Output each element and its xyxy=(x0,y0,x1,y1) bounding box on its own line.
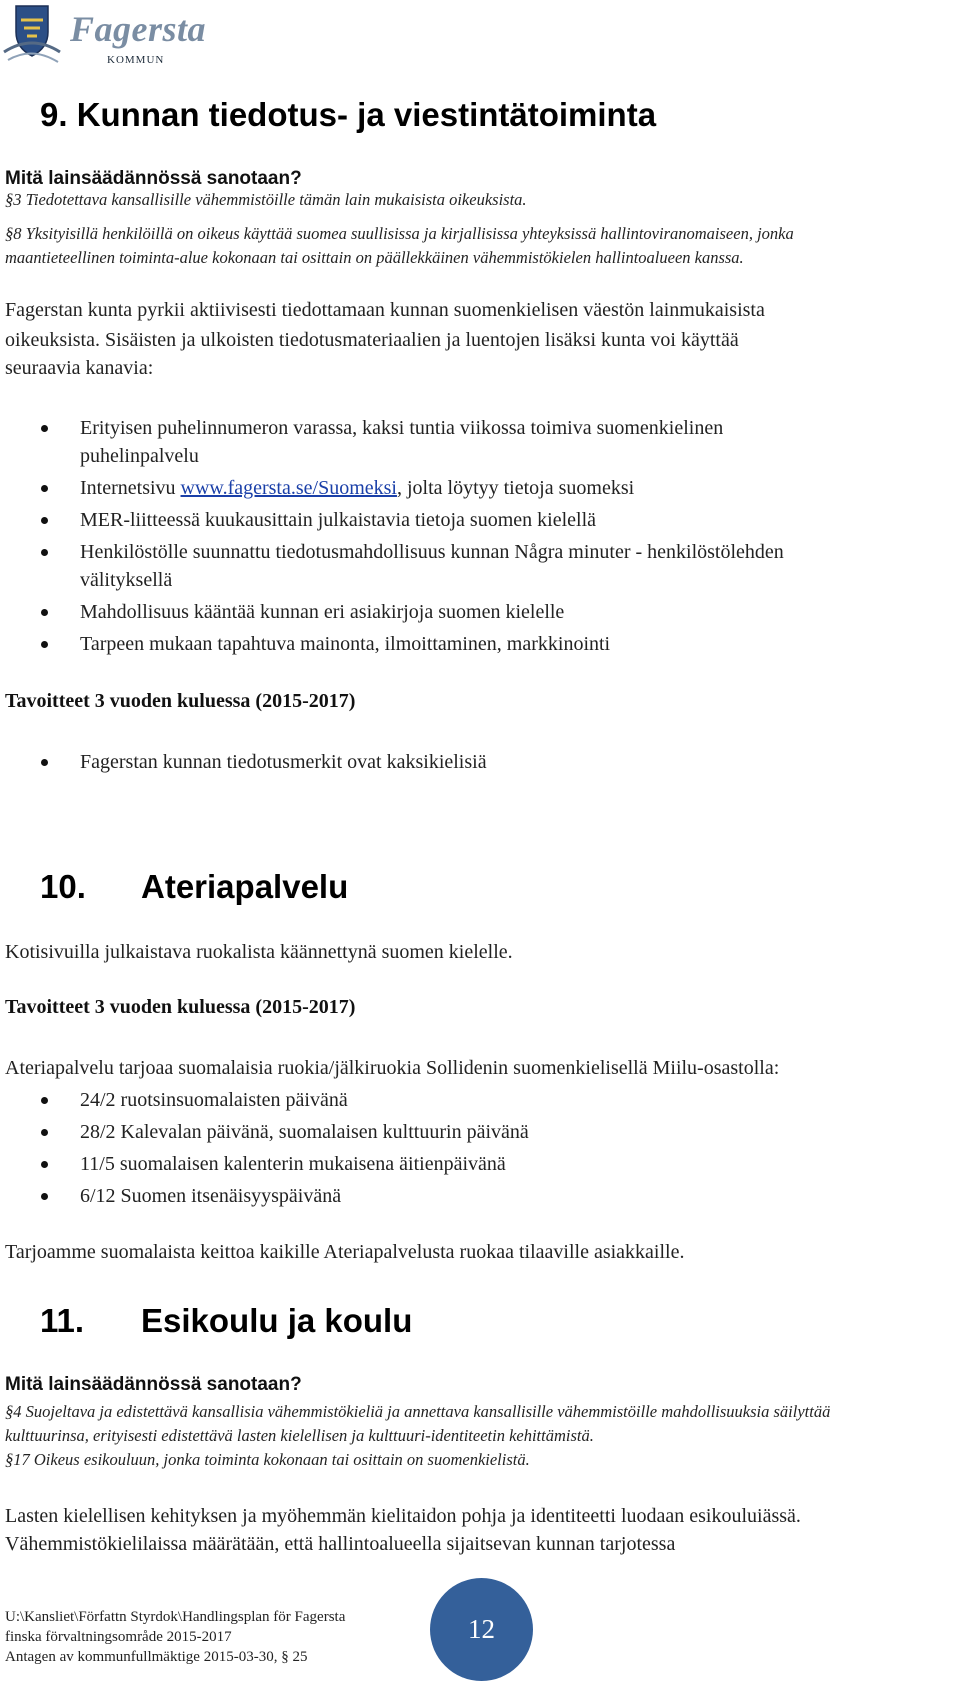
list-item-text: 28/2 Kalevalan päivänä, suomalaisen kulttuurin päivänä xyxy=(80,1121,529,1143)
section-10-goals-intro: Ateriapalvelu tarjoaa suomalaisia ruokia/jälkiruokia Sollidenin suomenkielisellä Miilu-osastolla: xyxy=(5,1057,780,1079)
section-9-intro-line-3: seuraavia kanavia: xyxy=(5,357,154,379)
section-11-law-line-3: §17 Oikeus esikouluun, jonka toiminta kokonaan tai osittain on suomenkielistä. xyxy=(5,1450,530,1469)
section-11-law-line-1: §4 Suojeltava ja edistettävä kansallisia vähemmistökieliä ja annettava kansallisille vähemmistöille mahdollisuuksia säilyttää xyxy=(5,1402,831,1421)
bullet-icon xyxy=(41,759,48,766)
list-item-text: 6/12 Suomen itsenäisyyspäivänä xyxy=(80,1185,342,1207)
section-number: 11. xyxy=(40,1302,85,1339)
page-number-badge: 12 xyxy=(430,1578,533,1681)
section-9-law-line-1: §3 Tiedotettava kansallisille vähemmistöille tämän lain mukaisista oikeuksista. xyxy=(5,190,527,209)
coat-of-arms-icon xyxy=(2,2,62,68)
list-item-text: Fagerstan kunnan tiedotusmerkit ovat kaksikielisiä xyxy=(80,751,487,773)
section-title: Esikoulu ja koulu xyxy=(141,1302,413,1339)
list-item-text: MER-liitteessä kuukausittain julkaistavia tietoja suomen kielellä xyxy=(80,509,596,531)
list-item-text: 24/2 ruotsinsuomalaisten päivänä xyxy=(80,1089,348,1111)
bullet-icon xyxy=(41,1161,48,1168)
section-10-goals-heading: Tavoitteet 3 vuoden kuluessa (2015-2017) xyxy=(5,996,356,1018)
website-link[interactable]: www.fagersta.se/Suomeksi xyxy=(180,477,397,499)
section-11-para-line-1: Lasten kielellisen kehityksen ja myöhemmän kielitaidon pohja ja identiteetti luodaan esikouluiässä. xyxy=(5,1505,801,1527)
section-9-intro-line-2: oikeuksista. Sisäisten ja ulkoisten tiedotusmateriaalien ja luentojen lisäksi kunta voi käyttää xyxy=(5,329,739,351)
bullet-icon xyxy=(41,425,48,432)
footer-path-line-1: U:\Kansliet\Författn Styrdok\Handlingsplan för Fagersta xyxy=(5,1609,346,1625)
logo-wordmark: Fagersta xyxy=(70,9,207,49)
list-item-text xyxy=(80,474,950,502)
list-item-text: Mahdollisuus kääntää kunnan eri asiakirjoja suomen kielelle xyxy=(80,601,565,623)
footer-adoption-note: Antagen av kommunfullmäktige 2015-03-30, § 25 xyxy=(5,1649,308,1665)
list-item-suffix: , jolta löytyy tietoja suomeksi xyxy=(396,477,635,499)
bullet-icon xyxy=(41,1097,48,1104)
bullet-icon xyxy=(41,641,48,648)
bullet-icon xyxy=(41,517,48,524)
list-item-text: puhelinpalvelu xyxy=(80,445,199,467)
section-10-intro: Kotisivuilla julkaistava ruokalista käännettynä suomen kielelle. xyxy=(5,941,513,963)
section-9-goals-heading: Tavoitteet 3 vuoden kuluessa (2015-2017) xyxy=(5,690,356,712)
section-9-law-heading: Mitä lainsäädännössä sanotaan? xyxy=(5,168,302,189)
bullet-icon xyxy=(41,609,48,616)
bullet-icon xyxy=(41,1129,48,1136)
bullet-icon xyxy=(41,485,48,492)
section-11-law-line-2: kulttuurinsa, erityisesti edistettävä lasten kielellisen ja kulttuuri-identiteetin kehittämistä. xyxy=(5,1426,594,1445)
bullet-icon xyxy=(41,1193,48,1200)
section-11-para-line-2: Vähemmistökielilaissa määrätään, että hallintoalueella sijaitsevan kunnan tarjotessa xyxy=(5,1533,676,1555)
section-title: Ateriapalvelu xyxy=(141,868,349,905)
section-10-closing: Tarjoamme suomalaista keittoa kaikille Ateriapalvelusta ruokaa tilaaville asiakkaille. xyxy=(5,1241,685,1263)
section-number: 10. xyxy=(40,868,86,905)
section-9-law-line-2: §8 Yksityisillä henkilöillä on oikeus käyttää suomea suullisissa ja kirjallisissa yhteyksissä hallintoviranomaiseen, jonka xyxy=(5,224,794,243)
section-9-law-line-3: maantieteellinen toiminta-alue kokonaan tai osittain on päällekkäinen vähemmistökielen hallintoalueen kanssa. xyxy=(5,248,744,267)
list-item-text: Tarpeen mukaan tapahtuva mainonta, ilmoittaminen, markkinointi xyxy=(80,633,611,655)
list-item-text: Erityisen puhelinnumeron varassa, kaksi tuntia viikossa toimiva suomenkielinen xyxy=(80,417,724,439)
section-9-heading: 9. Kunnan tiedotus- ja viestintätoiminta xyxy=(40,96,657,133)
section-11-law-heading: Mitä lainsäädännössä sanotaan? xyxy=(5,1374,302,1395)
footer-path-line-2: finska förvaltningsområde 2015-2017 xyxy=(5,1629,232,1645)
list-item-prefix: Internetsivu xyxy=(80,477,181,499)
logo-subtitle: KOMMUN xyxy=(107,54,165,66)
list-item-text: Henkilöstölle suunnattu tiedotusmahdollisuus kunnan Några minuter - henkilöstölehden xyxy=(80,541,784,563)
bullet-icon xyxy=(41,549,48,556)
section-9-intro-line-1: Fagerstan kunta pyrkii aktiivisesti tiedottamaan kunnan suomenkielisen väestön lainmukaisista xyxy=(5,299,765,321)
list-item-text: välityksellä xyxy=(80,569,173,591)
list-item-text: 11/5 suomalaisen kalenterin mukaisena äitienpäivänä xyxy=(80,1153,506,1175)
